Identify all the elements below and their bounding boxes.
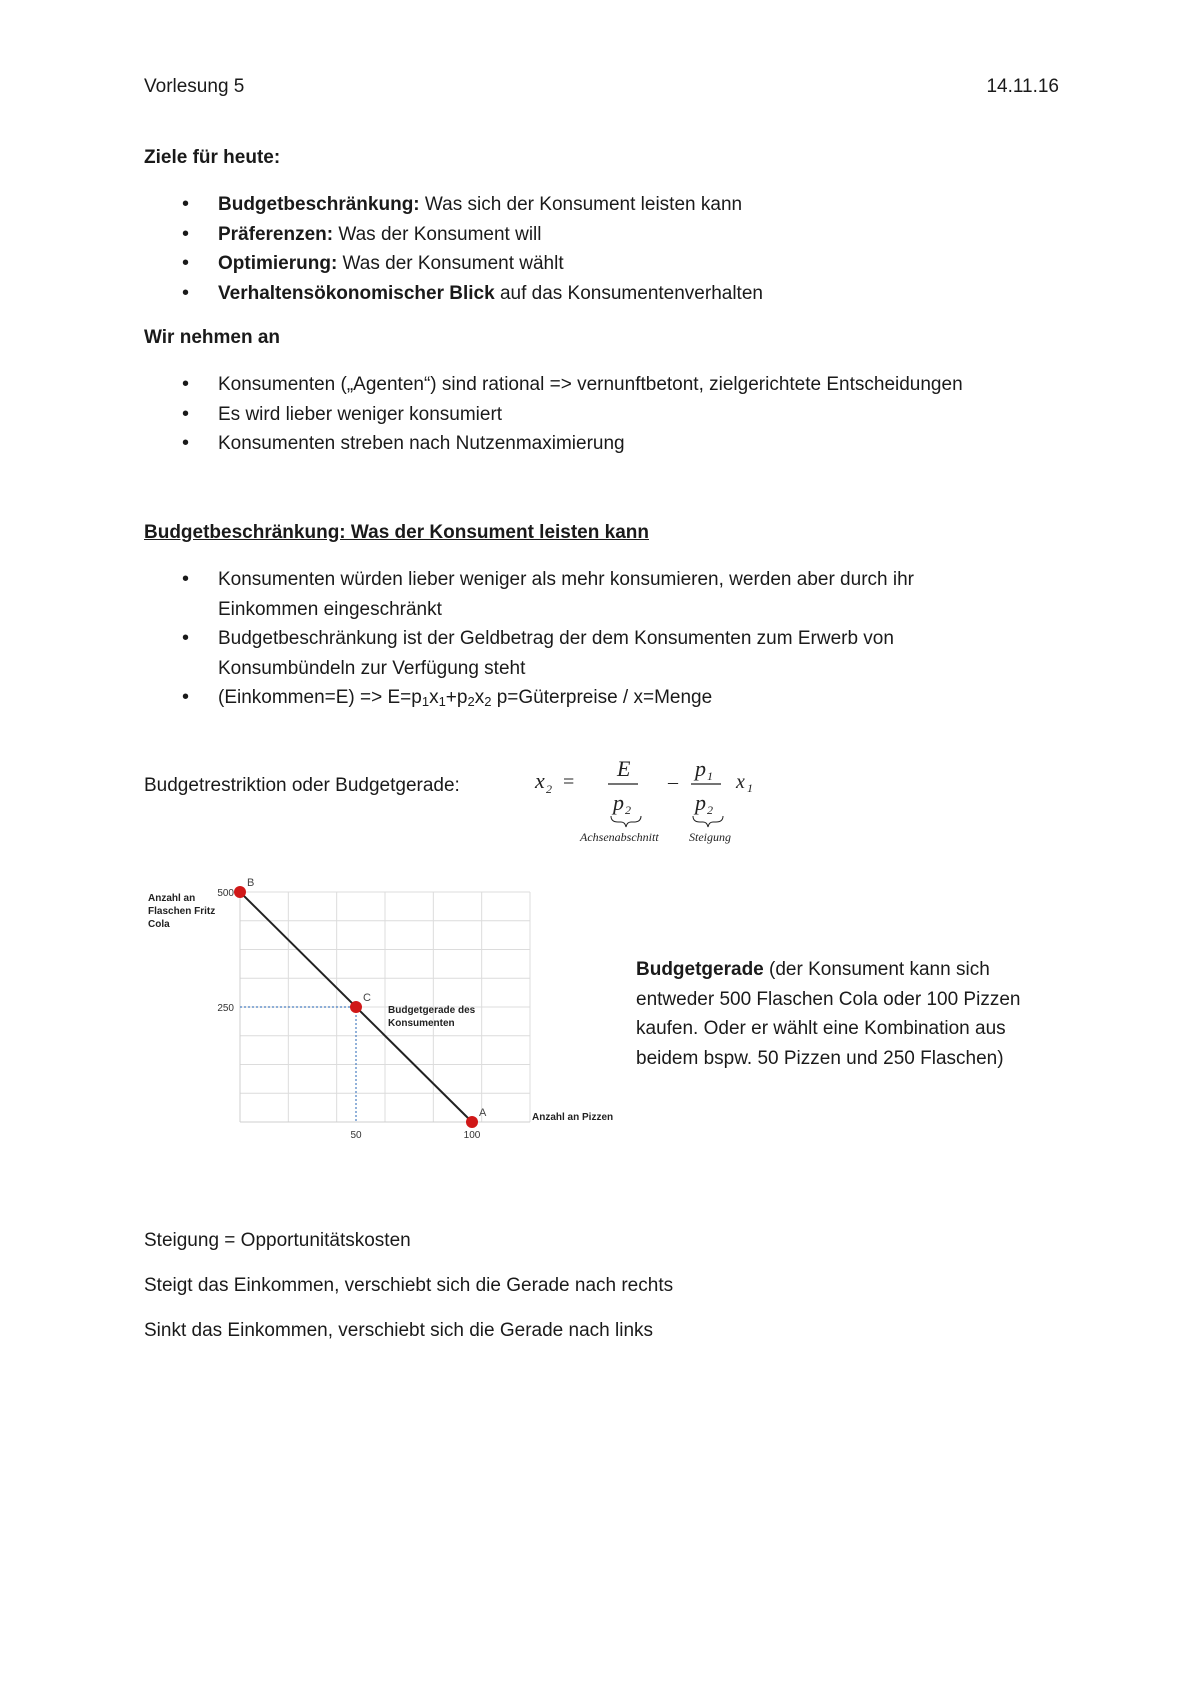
point-label-a: A: [479, 1107, 487, 1119]
list-item: • Verhaltensökonomischer Blick auf das Konsumentenverhalten: [144, 279, 1044, 309]
formula-den2-sub: 2: [707, 803, 713, 817]
x-axis-label: Anzahl an Pizzen: [532, 1112, 614, 1123]
data-point-a: [466, 1116, 478, 1128]
assumptions-heading: Wir nehmen an: [144, 327, 281, 348]
budget-formula: [525, 752, 765, 844]
point-label-b: B: [247, 877, 255, 889]
list-item: • Konsumenten würden lieber weniger als mehr konsumieren, werden aber durch ihr Einkommen eingeschränkt: [144, 565, 1014, 624]
point-label-c: C: [363, 992, 371, 1004]
brace-slope-label: Steigung: [689, 830, 731, 844]
formula-rhs-sub: 1: [747, 781, 753, 795]
list-item: • (Einkommen=E) => $E=p_1x_1+p_2x_2$ p=Güterpreise / x=Menge: [144, 683, 1014, 717]
list-item: • Budgetbeschränkung: Was sich der Konsument leisten kann: [144, 190, 1044, 220]
y-axis-label: Flaschen Fritz: [148, 906, 216, 917]
list-item: • Budgetbeschränkung ist der Geldbetrag der dem Konsumenten zum Erwerb von Konsumbündeln zur Verfügung steht: [144, 624, 1014, 683]
y-axis-label: Anzahl an: [148, 893, 196, 904]
y-axis-label: Cola: [148, 919, 170, 930]
list-item: • Es wird lieber weniger konsumiert: [144, 400, 1044, 430]
budget-section-title: Budgetbeschränkung: Was der Konsument leisten kann: [144, 522, 649, 543]
budget-line-chart: [140, 875, 630, 1145]
formula-lhs-sub: 2: [546, 782, 552, 796]
x-tick-label: 50: [350, 1130, 362, 1141]
formula-den1-sub: 2: [625, 803, 631, 817]
list-item: • Konsumenten streben nach Nutzenmaximierung: [144, 429, 1044, 459]
list-item: • Präferenzen: Was der Konsument will: [144, 220, 1044, 250]
header-lecture-title: Vorlesung 5: [144, 76, 245, 97]
line-annotation: Konsumenten: [388, 1018, 455, 1029]
brace-intercept-label: Achsenabschnitt: [580, 830, 659, 844]
closing-line-income-up: Steigt das Einkommen, verschiebt sich die Gerade nach rechts: [144, 1275, 674, 1296]
brace-intercept: [611, 816, 641, 827]
x-tick-label: 100: [463, 1130, 481, 1141]
data-point-b: [234, 886, 246, 898]
formula-lhs: x: [535, 768, 545, 793]
formula-rhs: x: [736, 771, 745, 793]
line-annotation: Budgetgerade des: [388, 1005, 476, 1016]
y-tick-label: 500: [217, 888, 234, 899]
formula-minus: –: [668, 771, 678, 793]
formula-equals: =: [563, 771, 575, 793]
list-item: • Konsumenten („Agenten“) sind rational => vernunftbetont, zielgerichtete Entscheidungen: [144, 370, 1044, 400]
goals-list: [144, 190, 1044, 308]
formula-label: Budgetrestriktion oder Budgetgerade:: [144, 775, 460, 796]
closing-line-slope: Steigung = Opportunitätskosten: [144, 1230, 411, 1251]
formula-den2: p: [695, 790, 706, 815]
formula-den1: p: [613, 790, 624, 815]
closing-line-income-down: Sinkt das Einkommen, verschiebt sich die Gerade nach links: [144, 1320, 654, 1341]
budget-list: [144, 565, 1014, 717]
brace-slope: [693, 816, 723, 827]
y-tick-label: 250: [217, 1003, 234, 1014]
data-point-c: [350, 1001, 362, 1013]
formula-num1: E: [617, 756, 631, 781]
list-item: • Optimierung: Was der Konsument wählt: [144, 249, 1044, 279]
header-date: 14.11.16: [986, 76, 1059, 97]
goals-heading: Ziele für heute:: [144, 147, 281, 168]
budget-line-explanation: Budgetgerade (der Konsument kann sich entweder 500 Flaschen Cola oder 100 Pizzen kaufen. Oder er wählt eine Kombination aus beidem bspw. 50 Pizzen und 250 Flaschen): [636, 959, 1021, 1069]
assumptions-list: [144, 370, 1044, 459]
formula-num2: p: [695, 756, 706, 781]
formula-num2-sub: 1: [707, 769, 713, 783]
